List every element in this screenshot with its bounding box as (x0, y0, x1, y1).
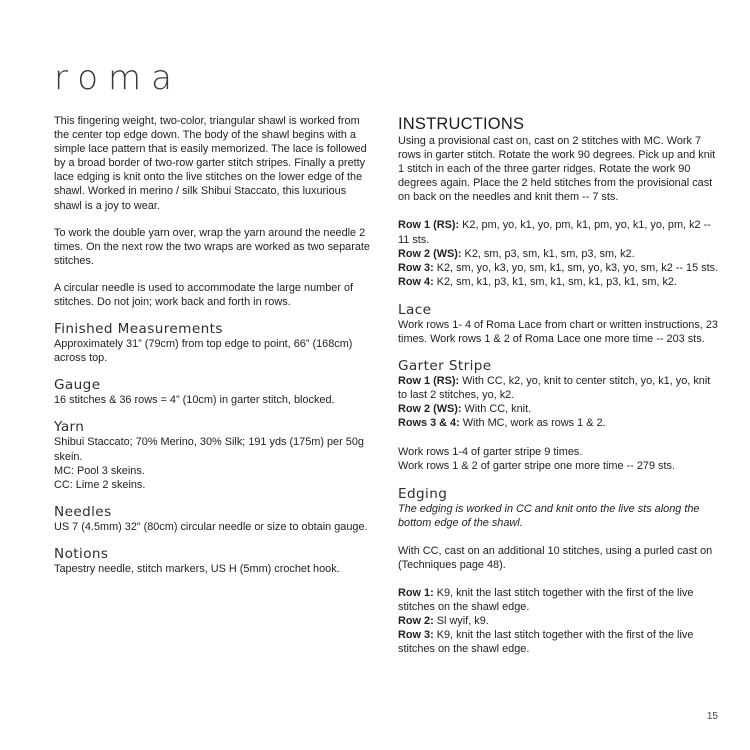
gauge-text: 16 stitches & 36 rows = 4” (10cm) in garter stitch, blocked. (54, 394, 335, 407)
row-label: Row 1 (RS): (398, 219, 460, 232)
row-label: Row 2 (WS): (398, 247, 462, 260)
yarn-line-3: CC: Lime 2 skeins. (54, 478, 146, 491)
row-text: With CC, k2, yo, knit to center stitch, yo, k1, yo, knit to last 2 stitches, yo, k2. (398, 375, 711, 402)
intro-paragraph-3: A circular needle is used to accommodate the large number of stitches. Do not join; work back and forth in rows. (54, 281, 354, 309)
row-label: Row 3: (398, 261, 434, 274)
edging-heading: Edging (398, 485, 448, 502)
pattern-title: roma (54, 58, 182, 98)
row-label: Rows 3 & 4: (398, 417, 460, 430)
page-number: 15 (706, 711, 718, 722)
gauge-section (54, 377, 372, 407)
row-label: Row 1 (RS): (398, 375, 460, 388)
edging-section (398, 486, 720, 657)
setup-row-4 (398, 275, 720, 289)
row-text: K2, sm, k1, p3, k1, sm, k1, sm, k1, p3, k1, sm, k2. (433, 275, 678, 288)
needles-section (54, 504, 372, 534)
finished-measurements-section (54, 321, 372, 365)
row-text: K2, sm, yo, k3, yo, sm, k1, sm, yo, k3, yo, sm, k2 -- 15 sts. (433, 261, 719, 274)
instructions-text: Using a provisional cast on, cast on 2 stitches with MC. Work 7 rows in garter stitch. Rotate the work 90 degrees. Pick up and knit 1 stitch in each of the three garter ridges. Rotate the work 90 degrees again. Place the 2 held stitches from the provisional cast on back on the needles and knit them -- 7 sts. (398, 135, 716, 204)
row-text: K9, knit the last stitch together with the first of the live stitches on the shawl edge. (398, 629, 694, 656)
edging-row-3 (398, 628, 720, 656)
row-text: K2, sm, p3, sm, k1, sm, p3, sm, k2. (461, 247, 635, 260)
garter-row-3 (398, 416, 720, 430)
row-label: Row 2 (WS): (398, 403, 462, 416)
needles-heading: Needles (54, 503, 112, 520)
row-text: K9, knit the last stitch together with the first of the live stitches on the shawl edge. (398, 587, 694, 614)
yarn-heading: Yarn (54, 419, 85, 436)
garter-repeat-1: Work rows 1-4 of garter stripe 9 times. (398, 445, 583, 458)
garter-stripe-heading: Garter Stripe (398, 358, 492, 375)
row-text: Sl wyif, k9. (433, 615, 489, 628)
notions-text: Tapestry needle, stitch markers, US H (5mm) crochet hook. (54, 562, 340, 575)
gauge-heading: Gauge (54, 377, 101, 394)
yarn-line-1: Shibui Staccato; 70% Merino, 30% Silk; 191 yds (175m) per 50g skein. (54, 436, 364, 463)
yarn-section (54, 419, 372, 491)
garter-repeat-2: Work rows 1 & 2 of garter stripe one more time -- 279 sts. (398, 459, 676, 472)
lace-section (398, 302, 720, 346)
intro-paragraph-1: This fingering weight, two-color, triangular shawl is worked from the center top edge down. The body of the shawl begins with a simple lace pattern that is easily memorized. The lace is followed by a broad border of two-row garter stitch stripes. Finally a pretty lace edging is knit onto the live stitches on the lower edge of the shawl. Worked in merino / silk Shibui Staccato, this luxurious shawl is a joy to wear. (54, 115, 367, 212)
edging-row-1 (398, 586, 720, 614)
garter-stripe-section (398, 358, 720, 473)
yarn-line-2: MC: Pool 3 skeins. (54, 464, 145, 477)
finished-measurements-heading: Finished Measurements (54, 321, 223, 338)
needles-text: US 7 (4.5mm) 32” (80cm) circular needle or size to obtain gauge. (54, 520, 368, 533)
garter-row-2 (398, 402, 720, 416)
right-column (398, 114, 720, 657)
row-text: K2, pm, yo, k1, yo, pm, k1, pm, yo, k1, yo, pm, k2 -- 11 sts. (398, 219, 711, 246)
row-label: Row 2: (398, 615, 434, 628)
intro-paragraph-2: To work the double yarn over, wrap the yarn around the needle 2 times. On the next row the two wraps are worked as two separate stitches. (54, 226, 370, 267)
setup-row-3 (398, 261, 720, 275)
edging-note (398, 502, 720, 530)
instructions-heading: INSTRUCTIONS (398, 115, 525, 133)
left-column (54, 114, 372, 576)
row-text: With CC, knit. (461, 403, 532, 416)
setup-row-1 (398, 218, 720, 246)
setup-row-2 (398, 247, 720, 261)
edging-cast-on: With CC, cast on an additional 10 stitches, using a purled cast on (Techniques page 48). (398, 544, 713, 571)
row-label: Row 4: (398, 275, 434, 288)
finished-measurements-text: Approximately 31” (79cm) from top edge to point, 66” (168cm) across top. (54, 338, 353, 365)
edging-note-text: The edging is worked in CC and knit onto the live sts along the bottom edge of the shawl. (398, 502, 700, 529)
row-label: Row 3: (398, 629, 434, 642)
lace-heading: Lace (398, 301, 432, 318)
notions-heading: Notions (54, 545, 109, 562)
row-label: Row 1: (398, 587, 434, 600)
lace-text: Work rows 1- 4 of Roma Lace from chart or written instructions, 23 times. Work rows 1 & 2 of Roma Lace one more time -- 203 sts. (398, 318, 718, 346)
garter-row-1 (398, 374, 720, 402)
row-text: With MC, work as rows 1 & 2. (459, 417, 606, 430)
edging-row-2 (398, 614, 720, 628)
notions-section (54, 546, 372, 576)
